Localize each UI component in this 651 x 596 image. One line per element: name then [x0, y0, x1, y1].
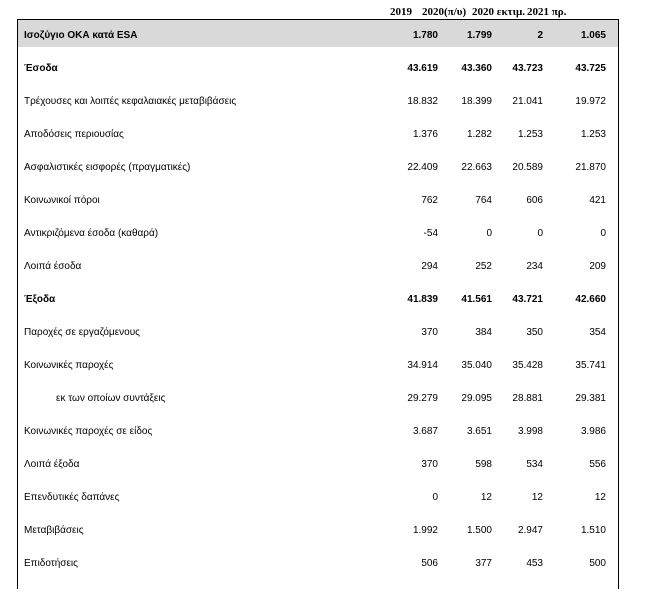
row-label: Κοινωνικοί πόροι: [24, 195, 100, 206]
cell-2020-estimate: 234: [526, 261, 543, 272]
cell-2021-budget: 21.870: [575, 162, 606, 173]
table-row: [18, 555, 618, 573]
table-row: [18, 357, 618, 375]
cell-2021-budget: 209: [589, 261, 606, 272]
cell-2021-budget: 500: [589, 558, 606, 569]
cell-2020-provisional: 384: [475, 327, 492, 338]
cell-2020-estimate: 1.253: [517, 129, 543, 140]
cell-2020-estimate: 43.721: [512, 294, 543, 305]
cell-2019: 506: [421, 558, 438, 569]
cell-2019: 41.839: [407, 294, 438, 305]
cell-2021-budget: 3.986: [580, 426, 606, 437]
cell-2019: 370: [421, 459, 438, 470]
row-label: εκ των οποίων συντάξεις: [56, 393, 166, 404]
cell-2020-estimate: 20.589: [512, 162, 543, 173]
cell-2021-budget: 1.253: [580, 129, 606, 140]
table-row-balance: [18, 27, 618, 45]
column-header-2020-estimate: 2020 εκτιμ.: [472, 6, 526, 18]
cell-2020-estimate: 35.428: [512, 360, 543, 371]
column-header-2019: 2019: [390, 6, 412, 18]
cell-2020-provisional: 29.095: [461, 393, 492, 404]
cell-2021-budget: 43.725: [575, 63, 606, 74]
cell-2021-budget: 29.381: [575, 393, 606, 404]
cell-2020-provisional: 41.561: [461, 294, 492, 305]
cell-2020-provisional: 1.500: [466, 525, 492, 536]
table-row: [18, 225, 618, 243]
cell-2021-budget: 421: [589, 195, 606, 206]
cell-2020-provisional: 377: [475, 558, 492, 569]
table-row: [18, 258, 618, 276]
row-label: Αντικριζόμενα έσοδα (καθαρά): [24, 228, 159, 239]
table-row: [18, 456, 618, 474]
cell-2021-budget: 354: [589, 327, 606, 338]
cell-2019: 43.619: [407, 63, 438, 74]
row-label: Κοινωνικές παροχές σε είδος: [24, 426, 153, 437]
table-row-expenditure: [18, 291, 618, 309]
cell-2020-provisional: 1.282: [466, 129, 492, 140]
cell-2020-provisional: 3.651: [466, 426, 492, 437]
cell-2020-provisional: 252: [475, 261, 492, 272]
row-label: Έξοδα: [24, 294, 56, 305]
row-label: Ασφαλιστικές εισφορές (πραγματικές): [24, 162, 191, 173]
row-label: Ισοζύγιο ΟΚΑ κατά ESA: [24, 30, 138, 41]
cell-2021-budget: 42.660: [575, 294, 606, 305]
table-row-revenue: [18, 60, 618, 78]
cell-2020-estimate: 28.881: [512, 393, 543, 404]
cell-2020-estimate: 453: [526, 558, 543, 569]
row-label: Επιδοτήσεις: [24, 558, 78, 569]
cell-2019: -54: [423, 228, 438, 239]
row-label: Μεταβιβάσεις: [24, 525, 84, 536]
cell-2020-provisional: 35.040: [461, 360, 492, 371]
cell-2020-provisional: 43.360: [461, 63, 492, 74]
table-row: [18, 489, 618, 507]
column-header-2020-provisional: 2020(π/υ): [422, 6, 467, 18]
cell-2019: 0: [432, 492, 438, 503]
cell-2020-provisional: 0: [486, 228, 492, 239]
cell-2021-budget: 1.510: [580, 525, 606, 536]
cell-2021-budget: 19.972: [575, 96, 606, 107]
row-label: Λοιπά έσοδα: [24, 261, 82, 272]
cell-2019: 762: [421, 195, 438, 206]
cell-2020-provisional: 22.663: [461, 162, 492, 173]
cell-2019: 22.409: [407, 162, 438, 173]
cell-2020-estimate: 350: [526, 327, 543, 338]
cell-2020-estimate: 2.947: [517, 525, 543, 536]
cell-2019: 294: [421, 261, 438, 272]
table-row: [18, 159, 618, 177]
row-label: Έσοδα: [24, 63, 58, 74]
table-top-border: [17, 19, 619, 20]
cell-2019: 34.914: [407, 360, 438, 371]
row-label: Επενδυτικές δαπάνες: [24, 492, 120, 503]
row-label: Τρέχουσες και λοιπές κεφαλαιακές μεταβιβάσεις: [24, 96, 237, 107]
cell-2021-budget: 35.741: [575, 360, 606, 371]
cell-2020-estimate: 2: [537, 30, 543, 41]
table-row: [18, 423, 618, 441]
cell-2020-provisional: 598: [475, 459, 492, 470]
cell-2020-provisional: 764: [475, 195, 492, 206]
cell-2020-estimate: 534: [526, 459, 543, 470]
cell-2020-estimate: 0: [537, 228, 543, 239]
row-label: Αποδόσεις περιουσίας: [24, 129, 124, 140]
table-row: [18, 126, 618, 144]
table-row: [18, 192, 618, 210]
cell-2019: 370: [421, 327, 438, 338]
cell-2019: 1.376: [412, 129, 438, 140]
table-row-indented: [18, 390, 618, 408]
row-label: Παροχές σε εργαζόμενους: [24, 327, 140, 338]
cell-2019: 18.832: [407, 96, 438, 107]
table-row: [18, 93, 618, 111]
table-row: [18, 324, 618, 342]
cell-2020-estimate: 3.998: [517, 426, 543, 437]
cell-2020-estimate: 43.723: [512, 63, 543, 74]
cell-2021-budget: 0: [600, 228, 606, 239]
row-label: Λοιπά έξοδα: [24, 459, 80, 470]
cell-2019: 3.687: [412, 426, 438, 437]
cell-2019: 29.279: [407, 393, 438, 404]
cell-2021-budget: 12: [594, 492, 606, 503]
cell-2019: 1.780: [412, 30, 438, 41]
cell-2020-provisional: 18.399: [461, 96, 492, 107]
cell-2020-estimate: 606: [526, 195, 543, 206]
row-label: Κοινωνικές παροχές: [24, 360, 114, 371]
cell-2021-budget: 556: [589, 459, 606, 470]
table-row: [18, 522, 618, 540]
cell-2021-budget: 1.065: [580, 30, 606, 41]
cell-2020-estimate: 12: [531, 492, 543, 503]
column-header-2021-budget: 2021 πρ.: [527, 6, 567, 18]
cell-2020-provisional: 12: [480, 492, 492, 503]
cell-2020-provisional: 1.799: [466, 30, 492, 41]
cell-2020-estimate: 21.041: [512, 96, 543, 107]
cell-2019: 1.992: [412, 525, 438, 536]
